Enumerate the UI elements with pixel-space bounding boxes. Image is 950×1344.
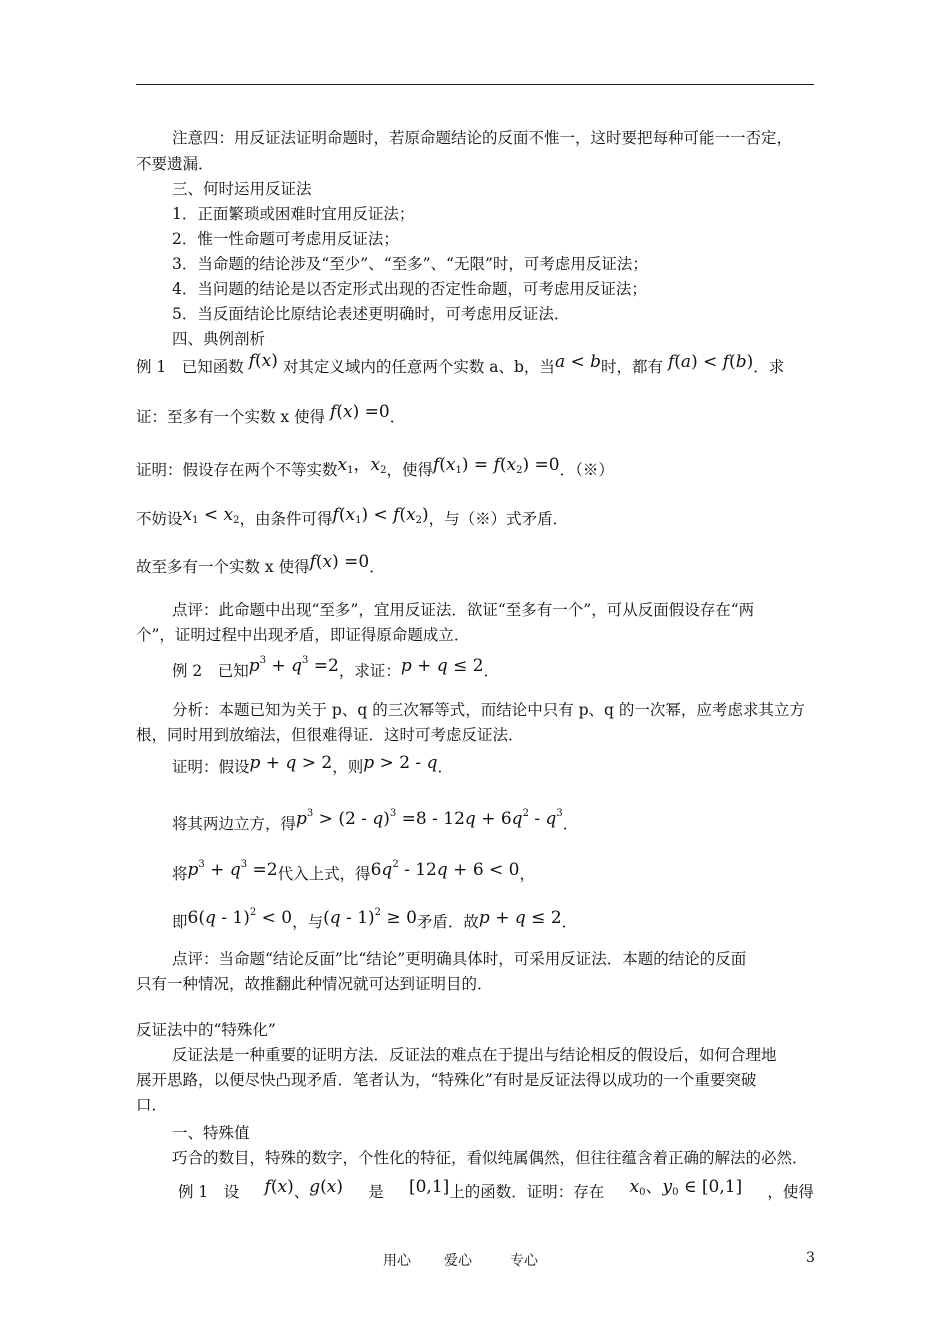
proof-2-line-2: 将其两边立方，得$p^3 > (2 - q)^3 =8 - 12q + 6q^2 - q^3$． [172, 808, 579, 833]
analysis-line-1: 分析：本题已知为关于 p、q 的三次幂等式，而结论中只有 p、q 的一次幂，应考虑求其立方 [172, 701, 805, 719]
example-1-conclusion: 证：至多有一个实数 x 使得 f(x) =0． [136, 402, 406, 426]
note-line-1: 注意四：用反证法证明命题时，若原命题结论的反面不惟一，这时要把每种可能一一否定， [172, 129, 793, 147]
section-heading-4: 四、典例剖析 [172, 330, 266, 348]
comment-1-line-1: 点评：此命题中出现“至多”，宜用反证法．欲证“至多有一个”，可从反面假设存在“两 [172, 601, 755, 619]
proof-line-3: 故至多有一个实数 x 使得f(x) =0． [136, 552, 385, 576]
proof-2-line-1: 证明：假设p + q > 2，则p > 2 - q． [172, 753, 453, 776]
list-item-1: 1．正面繁琐或困难时宜用反证法； [172, 205, 415, 223]
note-line-2: 不要遗漏． [136, 155, 214, 173]
analysis-line-2: 根，同时用到放缩法，但很难得证．这时可考虑反证法． [136, 726, 524, 744]
section-heading-3: 三、何时运用反证法 [172, 180, 312, 198]
intro-line-3: 口． [136, 1096, 168, 1114]
proof-line-2: 不妨设$x_1 < x_2$，由条件可得$f(x_1) < f(x_2)$，与（※）式矛盾． [136, 505, 569, 528]
comment-2-line-1: 点评：当命题“结论反面”比“结论”更明确具体时，可采用反证法．本题的结论的反面 [172, 950, 747, 968]
intro-line-2: 展开思路，以便尽快凸现矛盾．笔者认为，“特殊化”有时是反证法得以成功的一个重要突破 [136, 1071, 757, 1089]
comment-1-line-2: 个”，证明过程中出现矛盾，即证得原命题成立． [136, 626, 470, 644]
section-title-specialization: 反证法中的“特殊化” [136, 1021, 276, 1039]
footer-text-1: 用心 [383, 1253, 411, 1269]
special-values-text: 巧合的数目，特殊的数字，个性化的特征，看似纯属偶然，但往往蕴含着正确的解法的必然． [172, 1149, 808, 1167]
example-1-statement: 例 1 已知函数 f(x) 对其定义域内的任意两个实数 a、b，当a < b时，都有 f(a) < f(b)．求 [136, 351, 785, 376]
list-item-4: 4．当问题的结论是以否定形式出现的否定性命题，可考虑用反证法； [172, 280, 647, 298]
proof-2-line-4: 即6(q - 1)$^2$ < 0，与(q - 1)$^2$ ≥ 0矛盾．故p + q ≤ 2． [172, 907, 578, 931]
list-item-5: 5．当反面结论比原结论表述更明确时，可考虑用反证法． [172, 305, 570, 323]
list-item-3: 3．当命题的结论涉及“至少”、“至多”、“无限”时，可考虑用反证法； [172, 255, 648, 273]
footer-text-3: 专心 [510, 1253, 538, 1269]
proof-line-1: 证明：假设存在两个不等实数$x_1$，$x_2$，使得$f(x_1) = f(x_2) =0$．（※） [136, 455, 614, 479]
page-number: 3 [806, 1250, 815, 1266]
intro-line-1: 反证法是一种重要的证明方法．反证法的难点在于提出与结论相反的假设后，如何合理地 [172, 1046, 777, 1064]
proof-2-line-3: 将$p^3 + q^3 =2$代入上式，得$6q^2 - 12q + 6 < 0$， [172, 859, 536, 883]
header-rule [136, 84, 814, 85]
footer-text-2: 爱心 [444, 1253, 472, 1269]
subsection-heading-special-values: 一、特殊值 [172, 1124, 250, 1142]
comment-2-line-2: 只有一种情况，故推翻此种情况就可达到证明目的． [136, 975, 493, 993]
example-2-statement: 例 2 已知$p^3 + q^3 =2$，求证：p + q ≤ 2． [172, 655, 500, 680]
example-special-1: 例 1 设 f(x)、g(x) 是 [0,1]上的函数．证明：存在 $x_0$、$y_0$ ∈ [0,1] ，使得 [178, 1177, 814, 1201]
list-item-2: 2．惟一性命题可考虑用反证法； [172, 230, 399, 248]
